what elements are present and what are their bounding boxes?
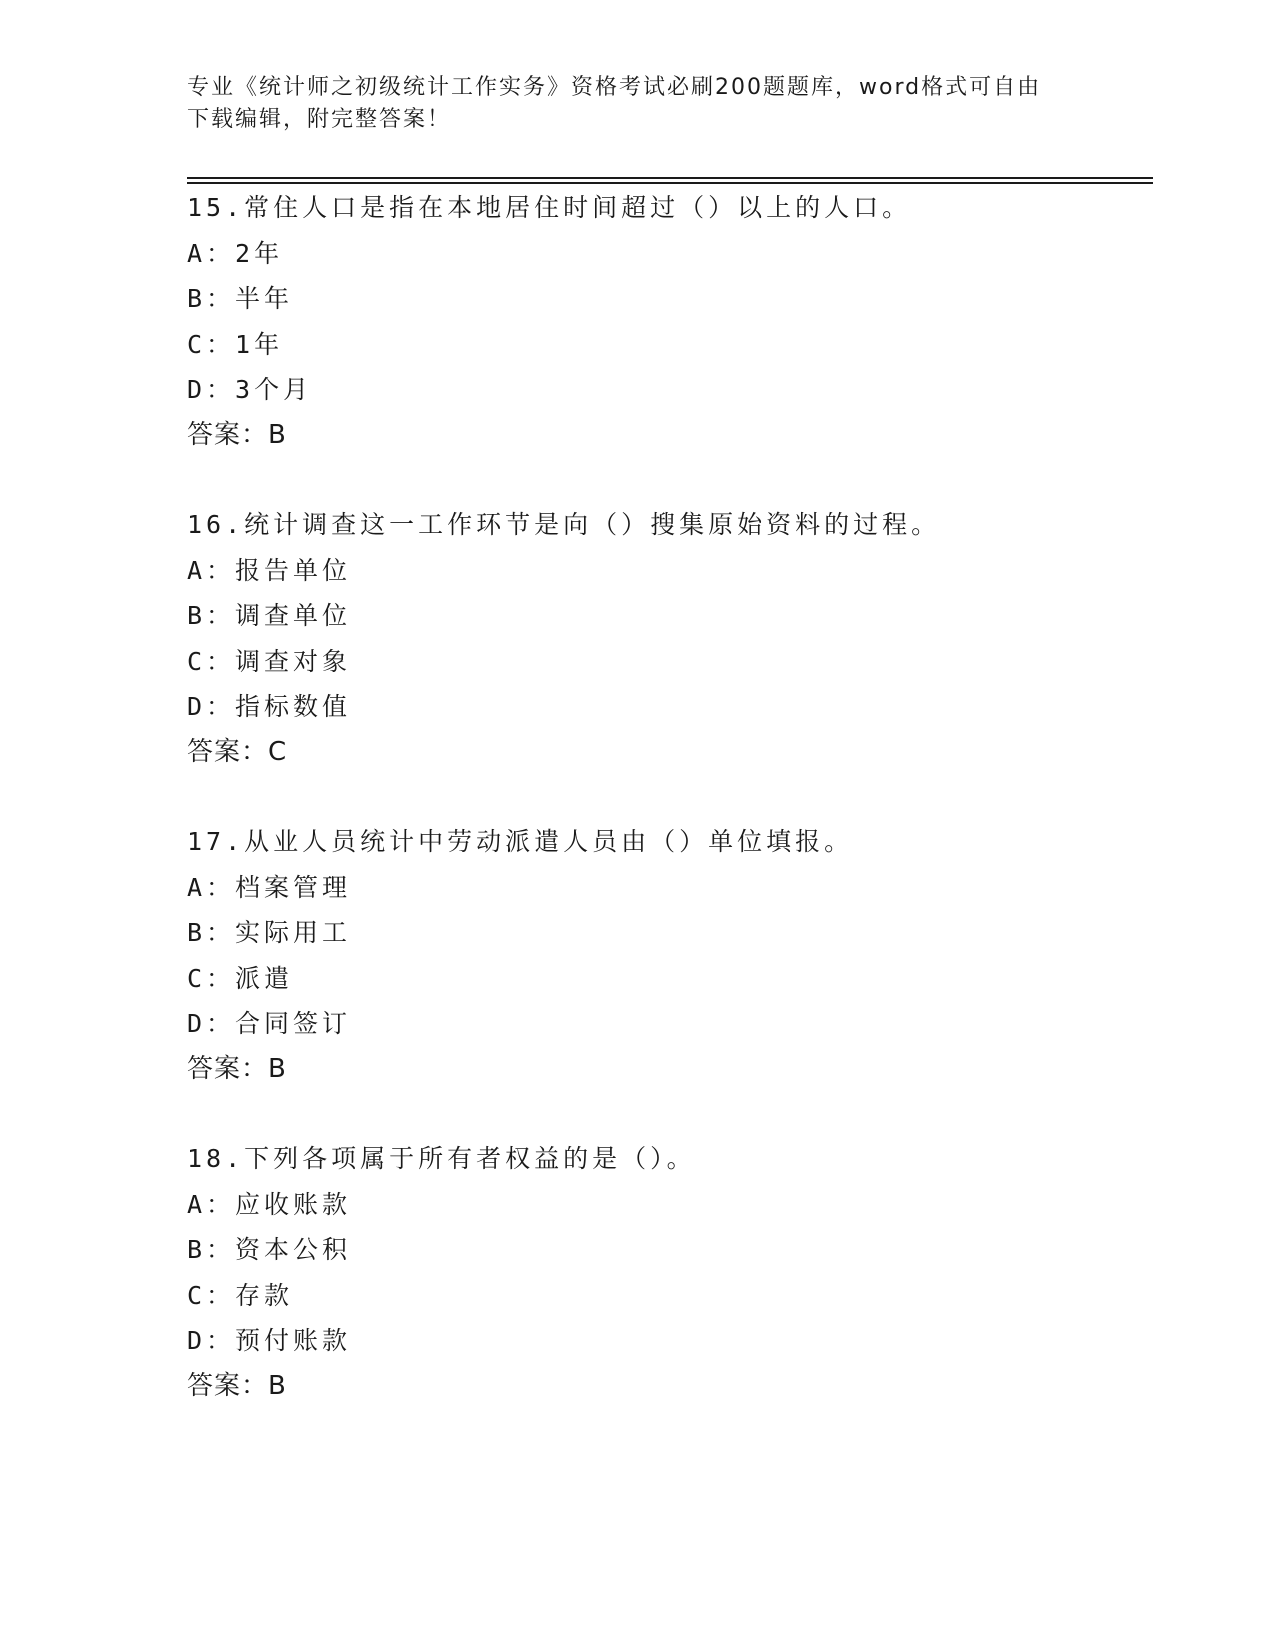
option-a: A：2年 [187,238,284,268]
answer-label: 答案：B [187,419,287,450]
option-c: C：派遣 [187,963,294,993]
question-block [187,819,1147,1092]
header-divider-bottom [187,182,1153,184]
option-a: A：应收账款 [187,1189,352,1219]
document-header [187,72,1087,136]
option-b: B：资本公积 [187,1235,352,1264]
header-title-line-1: 专业《统计师之初级统计工作实务》资格考试必刷200题题库，word格式可自由 [187,75,1042,100]
option-d: D：合同签订 [187,1009,352,1038]
question-block [187,502,1147,775]
option-b: B：调查单位 [187,601,352,630]
option-d: D：3个月 [187,375,313,404]
question-block [187,1136,1147,1409]
question-stem: 16.统计调查这一工作环节是向（）搜集原始资料的过程。 [187,510,941,539]
answer-label: 答案：C [187,736,288,767]
question-stem: 17.从业人员统计中劳动派遣人员由（）单位填报。 [187,827,854,856]
option-c: C：调查对象 [187,646,352,676]
option-b: B：实际用工 [187,918,352,947]
option-c: C：1年 [187,329,284,359]
question-stem: 18.下列各项属于所有者权益的是（）。 [187,1144,696,1173]
option-d: D：指标数值 [187,692,352,721]
answer-label: 答案：B [187,1053,287,1084]
question-stem: 15.常住人口是指在本地居住时间超过（）以上的人口。 [187,193,912,222]
answer-label: 答案：B [187,1370,287,1401]
question-block [187,185,1147,458]
option-a: A：档案管理 [187,872,352,902]
option-a: A：报告单位 [187,555,352,585]
option-b: B：半年 [187,284,294,313]
option-c: C：存款 [187,1280,294,1310]
header-divider-top [187,177,1153,179]
header-title-line-2: 下载编辑，附完整答案！ [187,107,452,132]
option-d: D：预付账款 [187,1326,352,1355]
